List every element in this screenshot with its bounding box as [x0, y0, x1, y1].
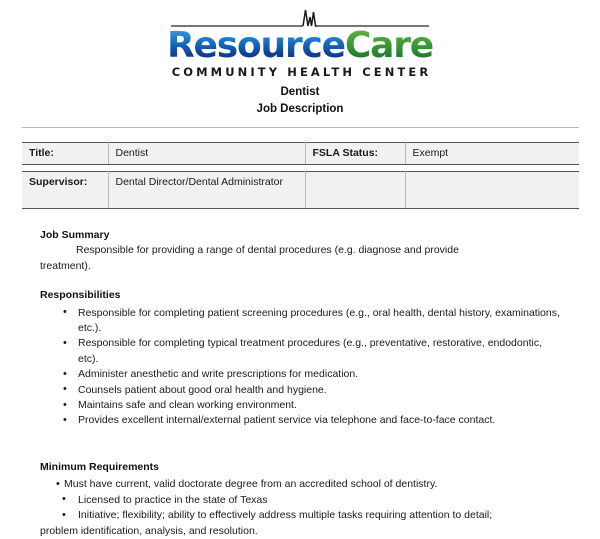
page-title — [0, 84, 600, 118]
cell-title-label: Title: — [22, 143, 108, 165]
list-item — [40, 477, 534, 492]
ekg-heartbeat-icon — [171, 8, 429, 30]
bullet-icon: • — [63, 367, 67, 380]
list-item-text: Must have current, valid doctorate degree from an accredited school of dentistry. — [64, 478, 438, 491]
section-job-summary — [40, 228, 560, 274]
responsibilities-list — [40, 306, 560, 429]
bullet-icon: • — [63, 398, 67, 411]
section-heading-responsibilities: Responsibilities — [40, 289, 121, 302]
cell-fsla-status-value: Exempt — [405, 143, 579, 165]
list-item — [40, 493, 548, 508]
section-heading-minimum-requirements: Minimum Requirements — [40, 460, 160, 473]
section-minimum-requirements — [40, 460, 560, 539]
list-item-text: Responsible for completing typical treatment procedures (e.g., preventative, restorative, endodontic, etc). — [78, 337, 542, 365]
list-item-text: Provides excellent internal/external patient service via telephone and face-to-face contact. — [78, 414, 496, 427]
spacer — [40, 429, 560, 460]
list-item-text: Administer anesthetic and write prescriptions for medication. — [78, 368, 359, 381]
logo-wordmark — [0, 25, 600, 66]
bullet-icon: • — [63, 413, 67, 426]
list-item — [40, 508, 572, 539]
table-row — [22, 172, 579, 209]
table-row — [22, 143, 579, 165]
cell-empty-4 — [405, 172, 579, 209]
bullet-icon: • — [62, 508, 66, 521]
list-item-text: Licensed to practice in the state of Texas — [78, 493, 268, 506]
list-item — [40, 383, 560, 398]
list-item-text: Responsible for completing patient screening procedures (e.g., oral health, dental history, examinations, etc.). — [78, 306, 560, 335]
list-item — [40, 306, 560, 337]
info-table-row-supervisor — [22, 171, 579, 209]
logo-word-care: Care — [344, 25, 433, 66]
list-item-text: Counsels patient about good oral health and hygiene. — [78, 383, 327, 396]
cell-empty-3 — [305, 172, 405, 209]
list-item-continuation: problem identification, analysis, and resolution. — [40, 524, 258, 537]
company-logo — [0, 8, 600, 79]
bullet-icon: • — [56, 477, 60, 490]
list-item-text: Maintains safe and clean working environment. — [78, 399, 297, 412]
bullet-icon: • — [63, 336, 67, 349]
list-item-text: Initiative; flexibility; ability to effectively address multiple tasks requiring attention to detail; — [78, 509, 493, 522]
list-item — [40, 367, 560, 382]
page-title-line-1: Dentist — [280, 86, 320, 98]
document-body — [40, 228, 560, 539]
header-divider — [22, 127, 579, 128]
job-summary-paragraph: Responsible for providing a range of dental procedures (e.g. diagnose and provide treatment). — [40, 244, 459, 272]
cell-fsla-status-label: FSLA Status: — [305, 143, 405, 165]
cell-title-value: Dentist — [108, 143, 305, 165]
spacer — [40, 274, 560, 288]
list-item — [40, 336, 560, 367]
logo-word-resource: Resource — [167, 25, 345, 66]
cell-supervisor-value: Dental Director/Dental Administrator — [108, 172, 305, 209]
logo-tagline: COMMUNITY HEALTH CENTER — [171, 65, 432, 79]
page-title-line-2: Job Description — [256, 103, 344, 115]
cell-supervisor-label: Supervisor: — [22, 172, 108, 209]
info-table-row-title — [22, 142, 579, 165]
list-item — [40, 398, 560, 413]
bullet-icon: • — [63, 383, 67, 396]
bullet-icon: • — [62, 493, 66, 506]
list-item — [40, 413, 560, 428]
bullet-icon: • — [63, 306, 67, 319]
section-heading-job-summary: Job Summary — [40, 229, 110, 241]
section-responsibilities — [40, 288, 560, 429]
